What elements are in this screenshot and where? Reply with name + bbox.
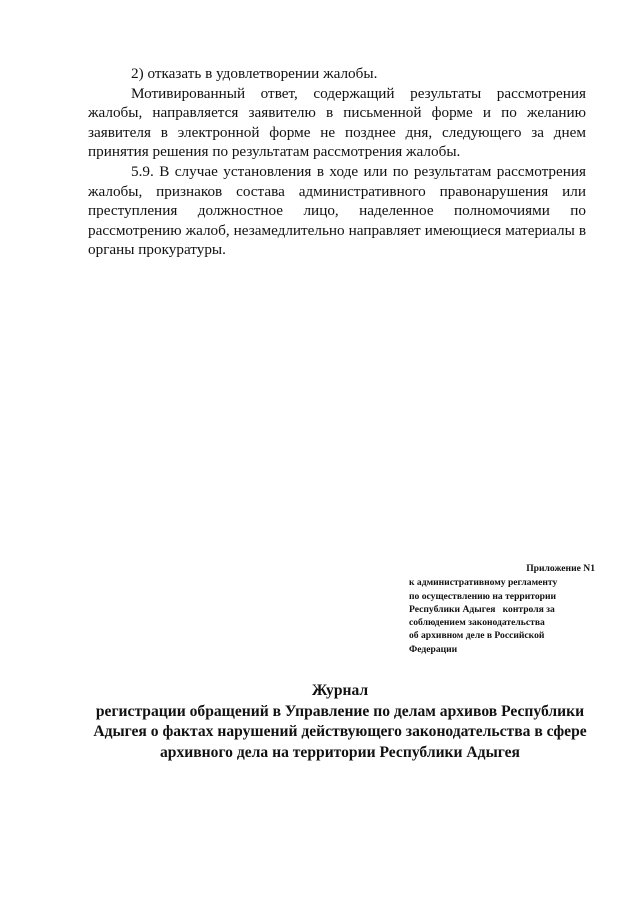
body-text xyxy=(88,64,586,260)
journal-title: Журнал xyxy=(311,682,369,699)
journal-subtitle-line: Адыгея о фактах нарушений действующего законодательства в сфере xyxy=(93,723,587,740)
journal-heading xyxy=(80,681,600,763)
appendix-title: Приложение N1 xyxy=(526,563,595,574)
appendix-line: Федерации xyxy=(409,643,458,655)
paragraph-refuse-complaint: 2) отказать в удовлетворении жалобы. xyxy=(131,65,378,82)
appendix-line: Республики Адыгея контроля за xyxy=(409,603,555,615)
appendix-line: по осуществлению на территории xyxy=(409,590,557,602)
appendix-line: к административному регламенту xyxy=(409,577,558,589)
journal-subtitle-line: архивного дела на территории Республики Адыгея xyxy=(160,743,520,761)
appendix-line: об архивном деле в Российской xyxy=(409,630,545,642)
paragraph-section-5-9: 5.9. В случае установления в ходе или по результатам рассмотрения жалобы, признаков состава административного правонарушения или преступления должностное лицо, наделенное полномочиями по рассмотрению жалоб, незамедлительно направляет имеющиеся материалы в органы прокуратуры. xyxy=(88,162,586,259)
paragraph-reasoned-answer: Мотивированный ответ, содержащий результаты рассмотрения жалобы, направляется заявителю в письменной форме и по желанию заявителя в электронной форме не позднее дня, следующего за днем принятия решения по результатам рассмотрения жалобы. xyxy=(88,84,586,161)
appendix-line: соблюдением законодательства xyxy=(409,617,545,629)
appendix-block xyxy=(409,562,599,656)
journal-subtitle-line: регистрации обращений в Управление по делам архивов Республики xyxy=(95,702,585,720)
